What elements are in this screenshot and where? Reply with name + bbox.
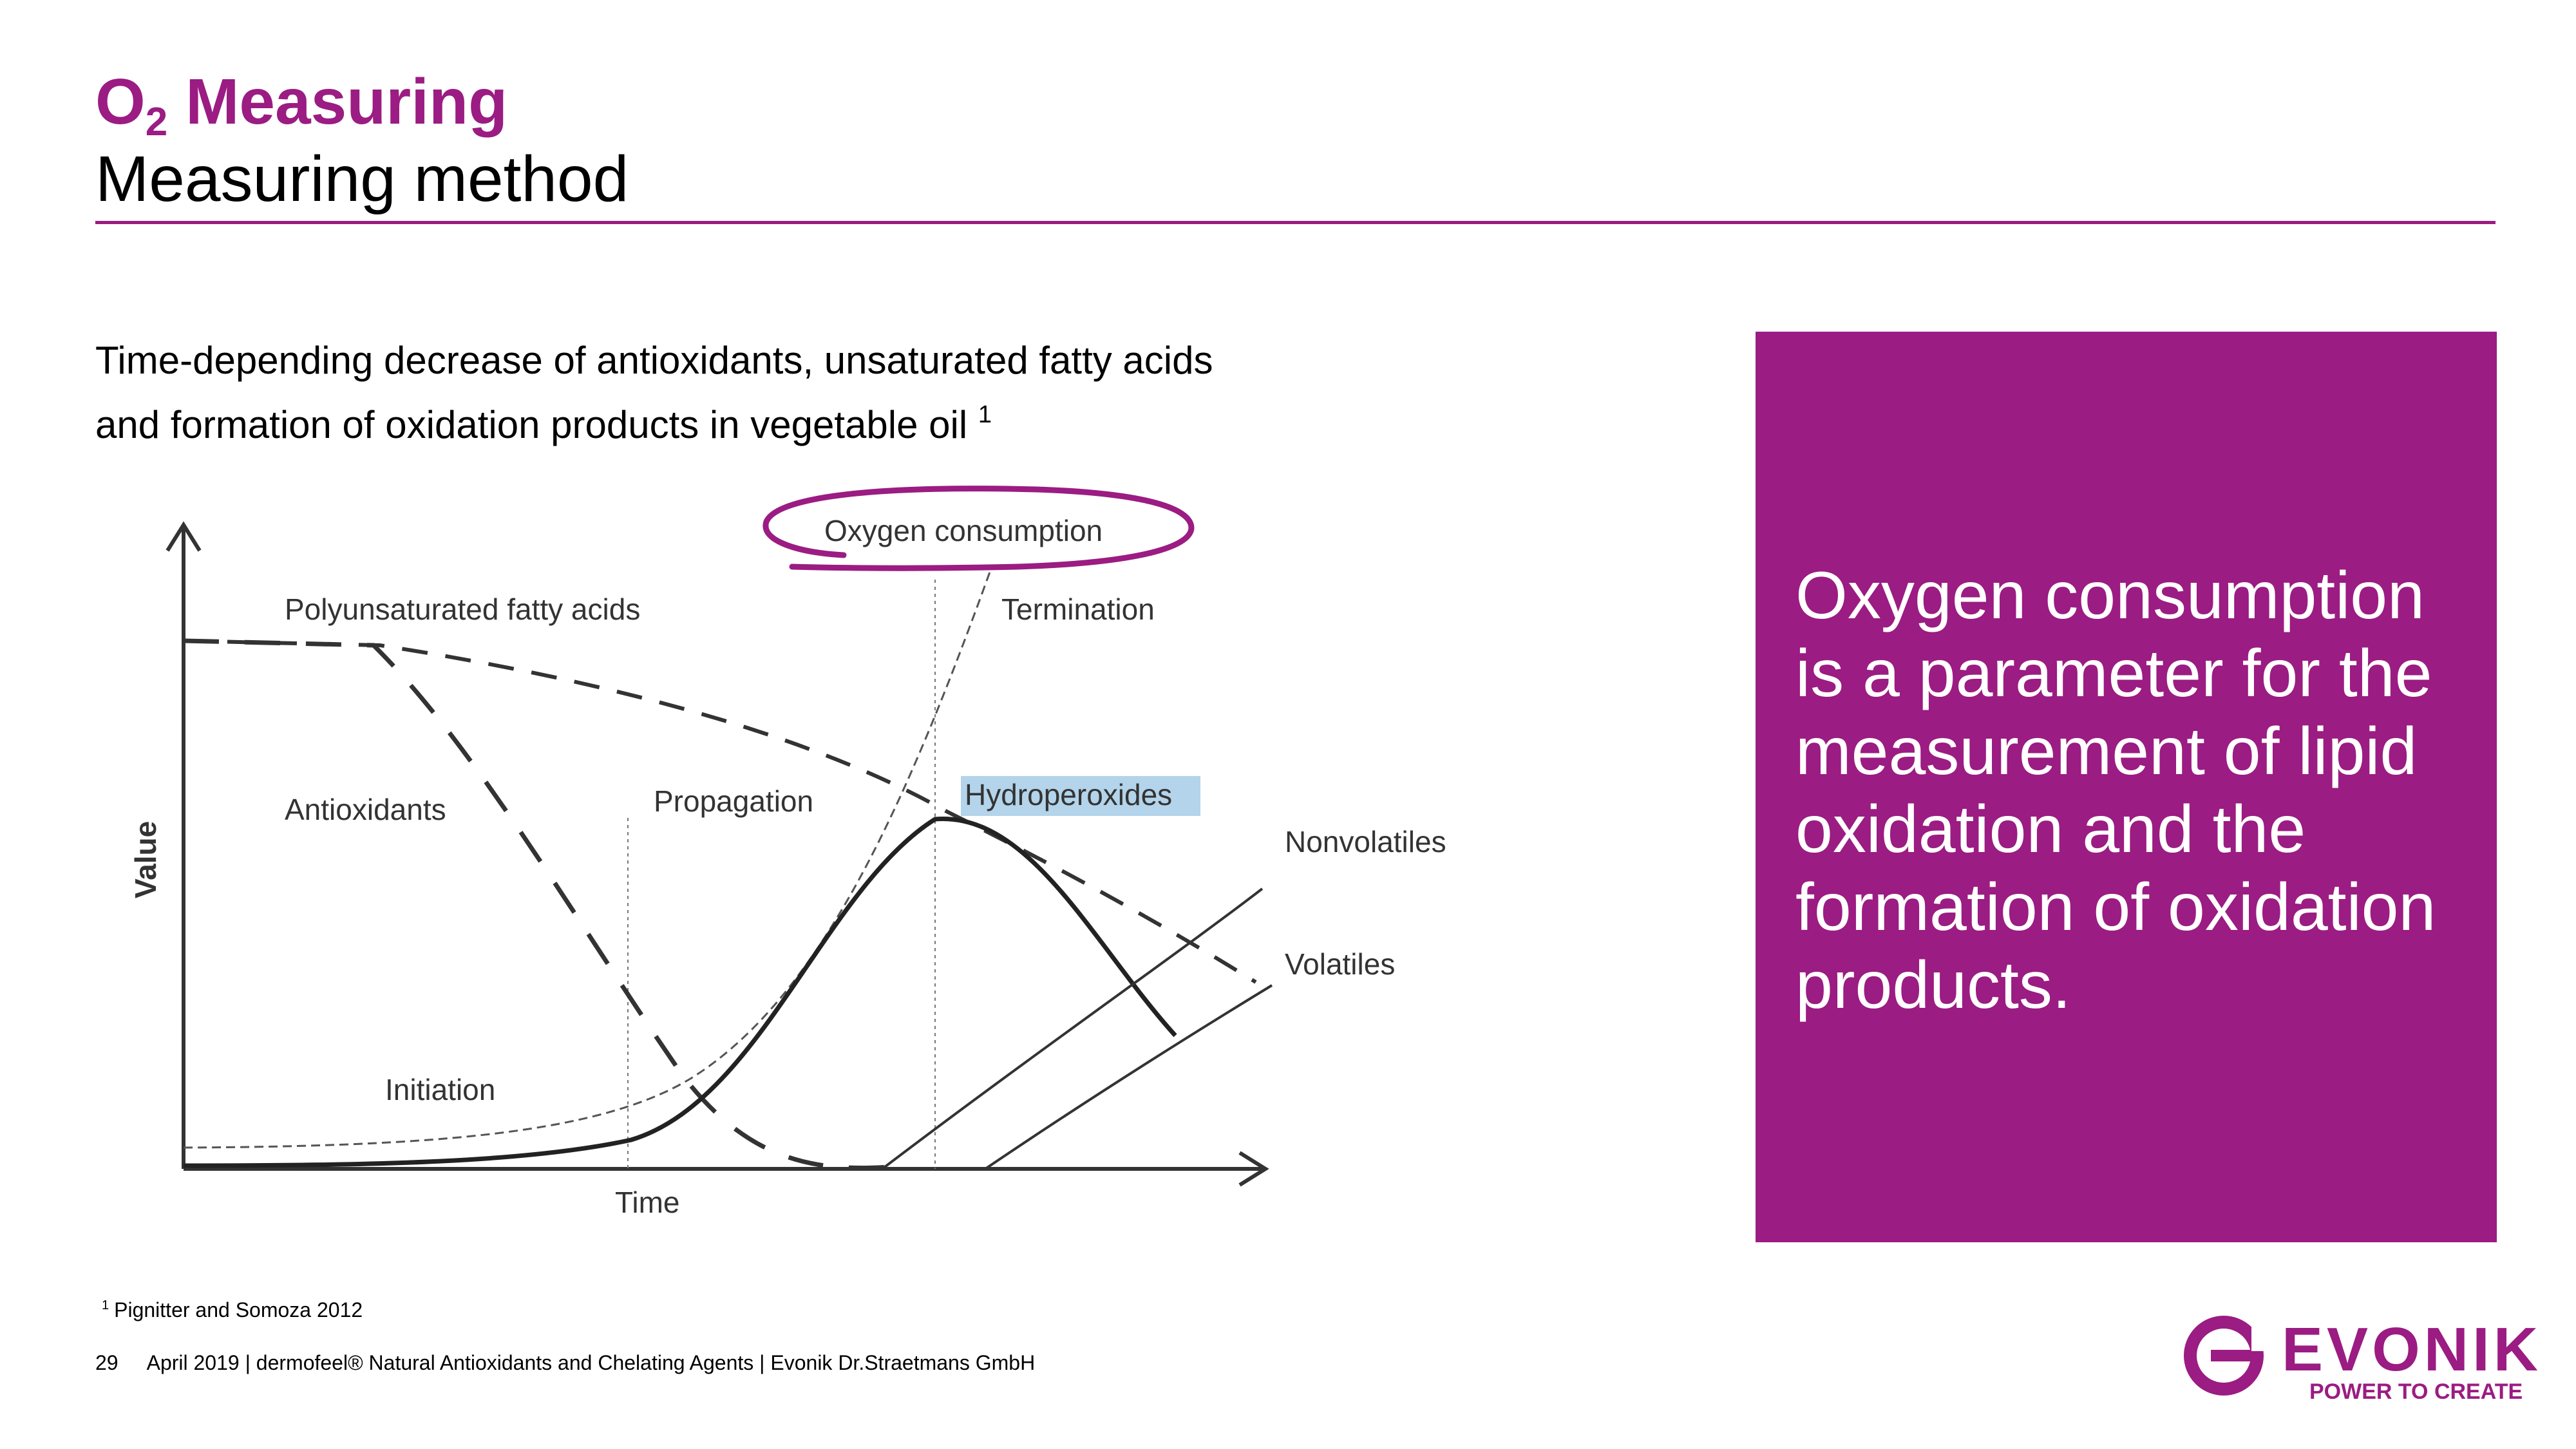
- footer-text: April 2019 | dermofeel® Natural Antioxidants and Chelating Agents | Evonik Dr.Straetmans GmbH: [146, 1351, 1036, 1374]
- description-line-1: Time-depending decrease of antioxidants, unsaturated fatty acids: [95, 339, 1213, 382]
- volatiles-curve: [985, 985, 1272, 1169]
- page-number: 29: [95, 1351, 118, 1374]
- oxidation-diagram: [116, 477, 1501, 1236]
- hydroperoxides-curve: [184, 819, 1175, 1166]
- antioxidants-curve: [184, 641, 889, 1168]
- label-hydroperoxides: Hydroperoxides: [965, 778, 1173, 811]
- footnote-number: 1: [102, 1298, 109, 1312]
- description-line-2: and formation of oxidation products in vegetable oil $^1$: [95, 401, 992, 446]
- footnote-text: Pignitter and Somoza 2012: [114, 1298, 363, 1321]
- label-oxygen-consumption: Oxygen consumption: [824, 514, 1103, 547]
- title-subscript: 2: [145, 100, 168, 144]
- oxygen-consumption-curve: [184, 567, 992, 1148]
- evonik-logo: [2182, 1314, 2543, 1410]
- title-divider: [95, 221, 2496, 224]
- label-nonvolatiles: Nonvolatiles: [1285, 825, 1446, 858]
- logo-wordmark: EVONIK: [2282, 1315, 2543, 1384]
- footnote: [102, 1298, 363, 1322]
- label-antioxidants: Antioxidants: [285, 793, 446, 826]
- label-volatiles: Volatiles: [1285, 947, 1396, 981]
- callout-box: [1756, 332, 2497, 1242]
- diagram-description: [95, 334, 1512, 452]
- logo-tagline: POWER TO CREATE: [2309, 1379, 2523, 1404]
- page-title: $O_2$ Measuring: [95, 66, 508, 144]
- label-termination: Termination: [1001, 592, 1155, 626]
- y-axis-label: Value: [129, 820, 162, 898]
- evonik-logo-mark: [2182, 1314, 2266, 1397]
- label-propagation: Propagation: [654, 784, 814, 818]
- nonvolatiles-curve: [882, 889, 1262, 1169]
- x-axis-label: Time: [615, 1186, 680, 1219]
- page-subtitle: Measuring method: [95, 143, 629, 215]
- footer: [95, 1351, 1035, 1375]
- callout-text: Oxygen consumption is a parameter for the measurement of lipid oxidation and the formation of oxidation products.: [1795, 558, 2436, 1023]
- label-initiation: Initiation: [385, 1073, 496, 1106]
- label-polyunsaturated: Polyunsaturated fatty acids: [285, 592, 641, 626]
- footnote-reference: 1: [978, 401, 992, 428]
